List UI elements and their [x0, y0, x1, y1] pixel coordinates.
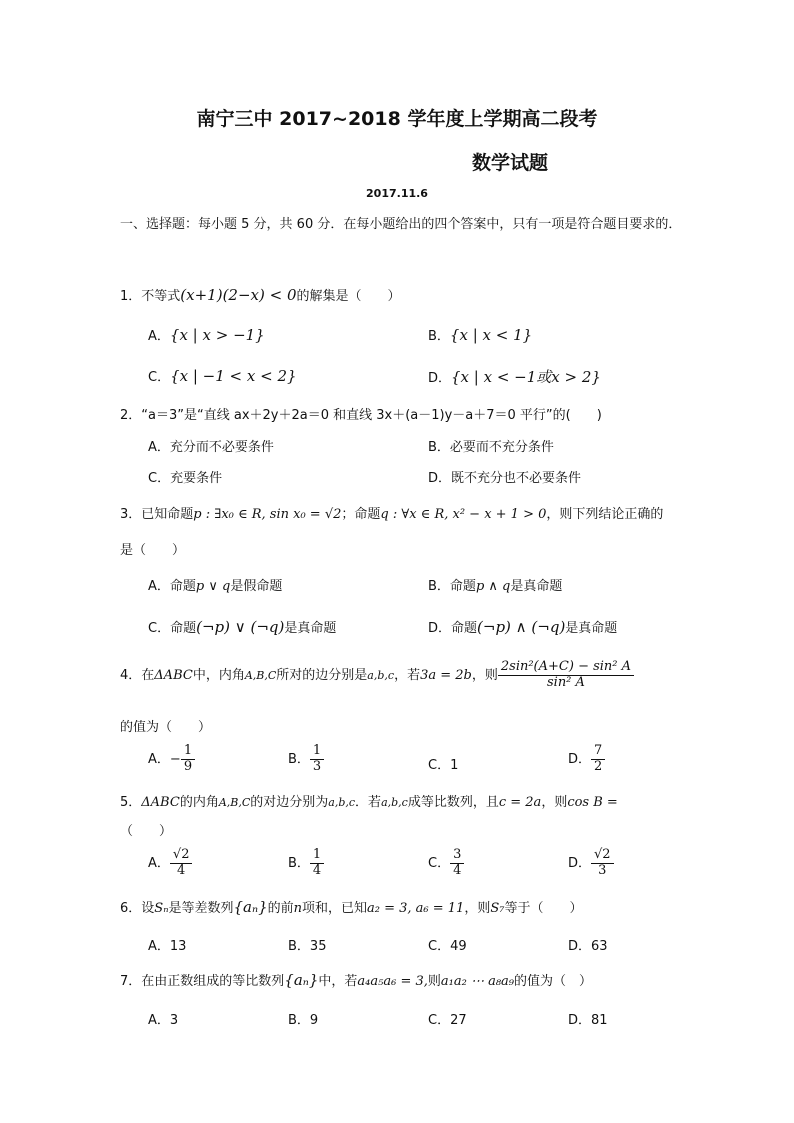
- exam-subtitle: 数学试题: [472, 152, 549, 174]
- fraction-numerator: 3: [450, 848, 464, 864]
- math-expression: A,B,C: [244, 668, 277, 682]
- fraction-denominator: 4: [177, 862, 186, 878]
- fraction: [450, 848, 464, 879]
- question-7: [120, 970, 592, 989]
- option-label: A．: [148, 579, 170, 594]
- option-d[interactable]: [428, 617, 617, 636]
- question-number: 5．: [120, 795, 142, 810]
- option-label: B．: [428, 329, 450, 344]
- question-text: ；命题: [341, 507, 381, 522]
- math-expression: p ∧ q: [475, 579, 511, 594]
- option-text: 命题: [449, 579, 476, 594]
- math-expression: a₁a₂ ⋯ a₈a₉: [440, 974, 515, 989]
- option-text: 81: [591, 1013, 608, 1028]
- math-expression: ΔABC: [154, 667, 193, 683]
- option-b[interactable]: [288, 744, 324, 775]
- option-label: C．: [428, 939, 451, 954]
- fraction-denominator: 4: [312, 862, 322, 878]
- option-text: 49: [450, 939, 467, 954]
- question-text: 是等差数列: [168, 901, 234, 916]
- question-text: “a＝3”是“直线 ax＋2y＋2a＝0 和直线 3x＋(a－1)y－a＋7＝0 平行”的( ): [141, 408, 602, 423]
- option-c[interactable]: [148, 617, 336, 636]
- option-b[interactable]: [428, 575, 562, 594]
- fraction-numerator: 2sin²(A+C) − sin² A: [498, 660, 634, 676]
- option-label: C．: [428, 1013, 451, 1028]
- option-label: A．: [148, 939, 170, 954]
- math-expression: {aₙ}: [284, 971, 319, 989]
- math-expression: (¬p) ∧ (¬q): [477, 618, 566, 636]
- question-4-continued: 的值为（ ）: [120, 720, 212, 735]
- option-label: B．: [288, 1013, 310, 1028]
- option-sign: −: [169, 751, 181, 767]
- fraction-denominator: 9: [183, 758, 193, 774]
- math-expression: c = 2a: [498, 795, 542, 810]
- option-label: D．: [568, 939, 592, 954]
- option-text: 35: [309, 939, 327, 954]
- option-text: 既不充分也不必要条件: [451, 471, 582, 486]
- fraction-numerator: √2: [170, 848, 193, 864]
- fraction: [310, 848, 324, 879]
- option-text: 是真命题: [284, 621, 337, 636]
- question-text: 设: [141, 901, 155, 916]
- question-number: 1．: [120, 289, 142, 304]
- option-label: C．: [148, 471, 171, 486]
- question-text: 不等式: [141, 289, 181, 304]
- option-label: C．: [428, 855, 451, 871]
- question-text: 的解集是（ ）: [296, 289, 401, 304]
- fraction: [170, 848, 193, 879]
- option-label: A．: [148, 329, 170, 344]
- math-expression: A,B,C: [218, 796, 251, 809]
- option-c[interactable]: [428, 848, 464, 879]
- math-expression: 3a = 2b: [420, 667, 472, 683]
- option-text: 必要而不充分条件: [449, 440, 554, 455]
- math-expression: cos B =: [567, 795, 618, 810]
- option-a[interactable]: [148, 935, 186, 954]
- question-text: ，则下列结论正确的: [546, 507, 664, 522]
- option-text: 充分而不必要条件: [169, 440, 274, 455]
- option-label: D．: [568, 751, 592, 767]
- question-text: 中，内角: [192, 667, 245, 683]
- option-label: C．: [148, 621, 171, 636]
- option-text: 27: [450, 1013, 467, 1028]
- option-b[interactable]: [288, 935, 326, 954]
- option-label: B．: [288, 751, 310, 767]
- question-text: 中，若: [318, 974, 358, 989]
- option-b[interactable]: [288, 848, 324, 879]
- option-label: B．: [288, 855, 310, 871]
- fraction: [591, 848, 614, 879]
- option-text: {x | x < −1或x > 2}: [451, 368, 601, 386]
- question-text: 则: [427, 974, 441, 989]
- option-label: C．: [148, 370, 171, 385]
- option-label: A．: [148, 855, 170, 871]
- question-text: 成等比数列，且: [407, 795, 499, 810]
- option-c[interactable]: [428, 935, 467, 954]
- question-number: 3．: [120, 507, 142, 522]
- math-expression: p : ∃x₀ ∈ R, sin x₀ = √2: [193, 507, 342, 522]
- option-text: 63: [591, 939, 608, 954]
- option-text: {x | x < 1}: [449, 326, 533, 344]
- question-4: [120, 660, 634, 691]
- question-number: 6．: [120, 901, 142, 916]
- fraction-numerator: 1: [310, 848, 324, 864]
- question-text: 的内角: [179, 795, 219, 810]
- fraction: [181, 744, 195, 775]
- fraction-denominator: 3: [312, 758, 322, 774]
- option-label: D．: [428, 471, 452, 486]
- option-text: 1: [450, 758, 459, 773]
- fraction-numerator: 7: [591, 744, 605, 760]
- math-expression: a,b,c: [367, 668, 395, 682]
- fraction-denominator: sin² A: [546, 674, 585, 690]
- option-d[interactable]: [428, 467, 581, 486]
- question-text: ，则: [541, 795, 568, 810]
- option-label: D．: [428, 371, 452, 386]
- option-label: D．: [568, 855, 592, 871]
- fraction-denominator: 3: [598, 862, 607, 878]
- math-expression: a,b,c: [381, 796, 408, 809]
- option-a[interactable]: [148, 325, 265, 344]
- fraction-denominator: 4: [453, 862, 462, 878]
- question-5-continued: （ ）: [120, 824, 173, 839]
- option-text: 命题: [170, 621, 197, 636]
- math-expression: a₄a₅a₆ = 3,: [357, 974, 428, 989]
- option-label: A．: [148, 751, 170, 767]
- option-text: 是假命题: [230, 579, 283, 594]
- math-expression: a,b,c: [328, 796, 356, 809]
- option-text: 命题: [169, 579, 196, 594]
- option-d[interactable]: [568, 935, 608, 954]
- option-text: {x | x > −1}: [169, 326, 265, 344]
- question-text: 已知命题: [141, 507, 194, 522]
- option-label: D．: [428, 621, 452, 636]
- fraction-numerator: 1: [181, 744, 195, 760]
- question-1: [120, 285, 401, 304]
- option-d[interactable]: [568, 848, 614, 879]
- option-text: 13: [169, 939, 187, 954]
- math-expression: q : ∀x ∈ R, x² − x + 1 > 0: [380, 507, 547, 522]
- math-expression: (¬p) ∨ (¬q): [196, 618, 285, 636]
- question-2: [120, 404, 602, 423]
- option-a[interactable]: [148, 436, 274, 455]
- option-c[interactable]: [428, 754, 458, 773]
- fraction-numerator: √2: [591, 848, 614, 864]
- fraction: [591, 744, 605, 775]
- option-d[interactable]: [568, 744, 605, 775]
- option-label: B．: [288, 939, 310, 954]
- option-b[interactable]: [428, 436, 554, 455]
- option-text: 9: [309, 1013, 319, 1028]
- question-text: ，则: [471, 667, 498, 683]
- math-expression: p ∨ q: [195, 579, 231, 594]
- question-text: 等于（ ）: [504, 901, 583, 916]
- question-text: 所对的边分别是: [276, 667, 368, 683]
- question-text: 的对边分别为: [250, 795, 329, 810]
- math-expression: (x+1)(2−x) < 0: [180, 286, 297, 304]
- option-c[interactable]: [148, 366, 297, 385]
- section-intro: 一、选择题：每小题 5 分，共 60 分．在每小题给出的四个答案中，只有一项是符合题目要求的．: [120, 217, 682, 232]
- option-d[interactable]: [568, 1009, 608, 1028]
- option-c[interactable]: [428, 1009, 467, 1028]
- option-text: 是真命题: [510, 579, 563, 594]
- fraction: [498, 660, 634, 691]
- option-b[interactable]: [288, 1009, 318, 1028]
- option-a[interactable]: [148, 575, 282, 594]
- option-label: C．: [428, 758, 451, 773]
- option-label: A．: [148, 440, 170, 455]
- option-text: {x | −1 < x < 2}: [170, 367, 297, 385]
- fraction: [310, 744, 324, 775]
- option-text: 是真命题: [565, 621, 618, 636]
- option-text: 3: [169, 1013, 179, 1028]
- math-expression: S₇: [490, 901, 505, 916]
- question-3-continued: 是（ ）: [120, 543, 186, 558]
- question-6: [120, 897, 583, 916]
- question-number: 4．: [120, 667, 142, 683]
- math-expression: a₂ = 3, a₆ = 11: [367, 901, 465, 916]
- question-number: 7．: [120, 974, 142, 989]
- math-expression: n: [293, 901, 302, 916]
- question-text: ，则: [464, 901, 491, 916]
- option-a[interactable]: [148, 1009, 178, 1028]
- question-text: 的值为（ ）: [514, 974, 593, 989]
- fraction-numerator: 1: [310, 744, 324, 760]
- option-a[interactable]: [148, 848, 192, 879]
- question-text: 在: [141, 667, 155, 683]
- option-label: B．: [428, 440, 450, 455]
- question-number: 2．: [120, 408, 142, 423]
- math-expression: ΔABC: [141, 795, 180, 810]
- fraction-denominator: 2: [594, 758, 603, 774]
- exam-date: 2017.11.6: [366, 187, 428, 200]
- option-label: A．: [148, 1013, 170, 1028]
- option-label: D．: [568, 1013, 592, 1028]
- exam-title: 南宁三中 2017~2018 学年度上学期高二段考: [196, 108, 598, 130]
- option-label: B．: [428, 579, 450, 594]
- question-text: 在由正数组成的等比数列: [141, 974, 285, 989]
- question-5: [120, 791, 618, 810]
- question-text: 的前: [267, 901, 294, 916]
- option-a[interactable]: [148, 744, 195, 775]
- option-d[interactable]: [428, 366, 601, 387]
- option-text: 充要条件: [170, 471, 223, 486]
- option-b[interactable]: [428, 325, 532, 344]
- option-c[interactable]: [148, 467, 222, 486]
- question-text: ．若: [355, 795, 382, 810]
- question-text: 项和，已知: [302, 901, 368, 916]
- math-expression: Sₙ: [154, 901, 169, 916]
- question-3: [120, 503, 663, 522]
- option-text: 命题: [451, 621, 478, 636]
- question-text: ，若: [394, 667, 421, 683]
- math-expression: {aₙ}: [233, 898, 268, 916]
